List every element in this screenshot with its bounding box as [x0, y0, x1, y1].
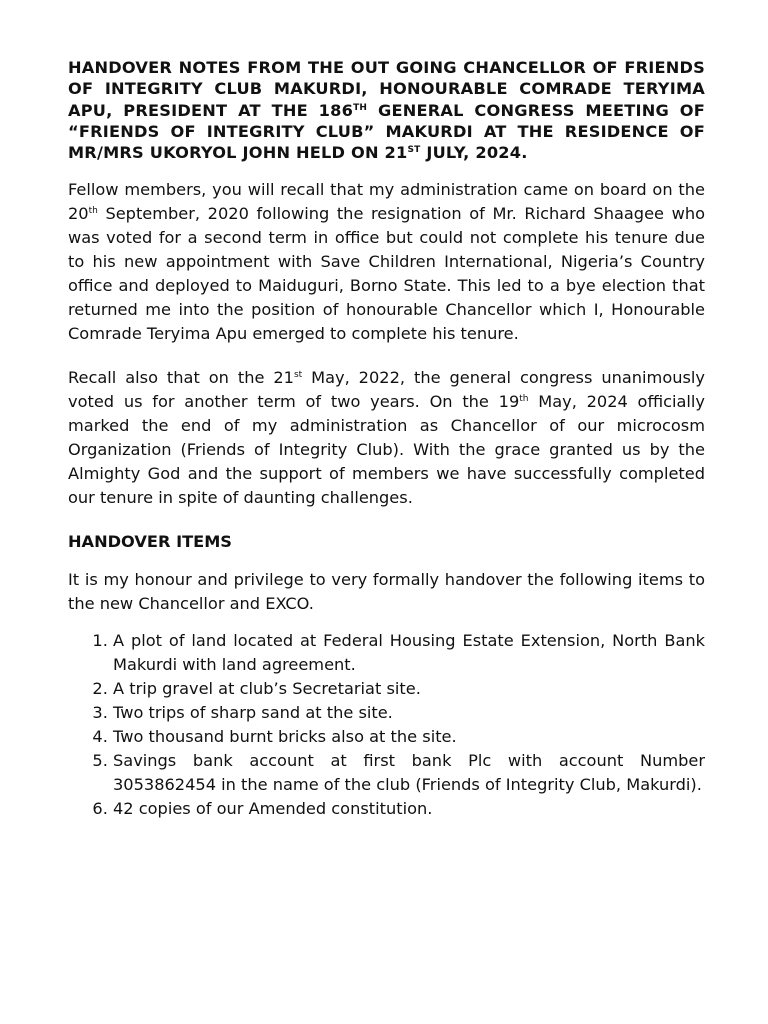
- list-item: 4. Two thousand burnt bricks also at the site.: [113, 725, 705, 749]
- title-text-2: GENERAL CONGRESS MEETING OF “FRIENDS OF INTEGRITY CLUB” MAKURDI AT THE RESIDENCE OF MR/MRS UKORYOL JOHN HELD ON 21: [68, 100, 705, 163]
- paragraph-2-text-2: May, 2022, the general congress unanimously voted us for another term of two years. On the 19: [68, 368, 705, 412]
- paragraph-2-superscript-1: st: [293, 370, 303, 381]
- title-text-1: HANDOVER NOTES FROM THE OUT GOING CHANCELLOR OF FRIENDS OF INTEGRITY CLUB MAKURDI, HONOURABLE COMRADE TERYIMA APU, PRESIDENT AT THE 186: [68, 58, 705, 120]
- document-title: [68, 57, 705, 163]
- list-item: 3. Two trips of sharp sand at the site.: [113, 701, 705, 725]
- handover-items-list: [68, 629, 705, 821]
- paragraph-administration: [68, 178, 705, 346]
- paragraph-1-text-2: September, 2020 following the resignation of Mr. Richard Shaagee who was voted for a second term in office but could not complete his tenure due to his new appointment with Save Children International, Nigeria’s Country office and deployed to Maiduguri, Borno State. This led to a bye election that returned me into the position of honourable Chancellor which I, Honourable Comrade Teryima Apu emerged to complete his tenure.: [68, 204, 705, 344]
- paragraph-1-superscript: th: [88, 206, 98, 217]
- list-item: 5. Savings bank account at first bank Plc with account Number 3053862454 in the name of the club (Friends of Integrity Club, Makurdi).: [113, 749, 705, 797]
- paragraph-2-text-1: Recall also that on the 21: [68, 368, 294, 388]
- handover-intro: It is my honour and privilege to very formally handover the following items to the new Chancellor and EXCO.: [68, 570, 705, 614]
- title-superscript-2: ST: [407, 145, 421, 156]
- list-item: 6. 42 copies of our Amended constitution.: [113, 797, 705, 821]
- paragraph-1-text-1: Fellow members, you will recall that my administration came on board on the 20: [68, 180, 705, 224]
- list-item: 1. A plot of land located at Federal Housing Estate Extension, North Bank Makurdi with land agreement.: [113, 629, 705, 677]
- list-item: 2. A trip gravel at club’s Secretariat site.: [113, 677, 705, 701]
- paragraph-2-text-3: May, 2024 officially marked the end of my administration as Chancellor of our microcosm Organization (Friends of Integrity Club). With the grace granted us by the Almighty God and the support of members we have successfully completed our tenure in spite of daunting challenges.: [68, 392, 705, 508]
- paragraph-tenure: [68, 366, 705, 510]
- paragraph-2-superscript-2: th: [519, 394, 529, 405]
- document-page: [68, 57, 705, 821]
- handover-items-heading: HANDOVER ITEMS: [68, 532, 232, 552]
- title-superscript-1: TH: [353, 102, 368, 113]
- title-text-3: JULY, 2024.: [420, 143, 528, 163]
